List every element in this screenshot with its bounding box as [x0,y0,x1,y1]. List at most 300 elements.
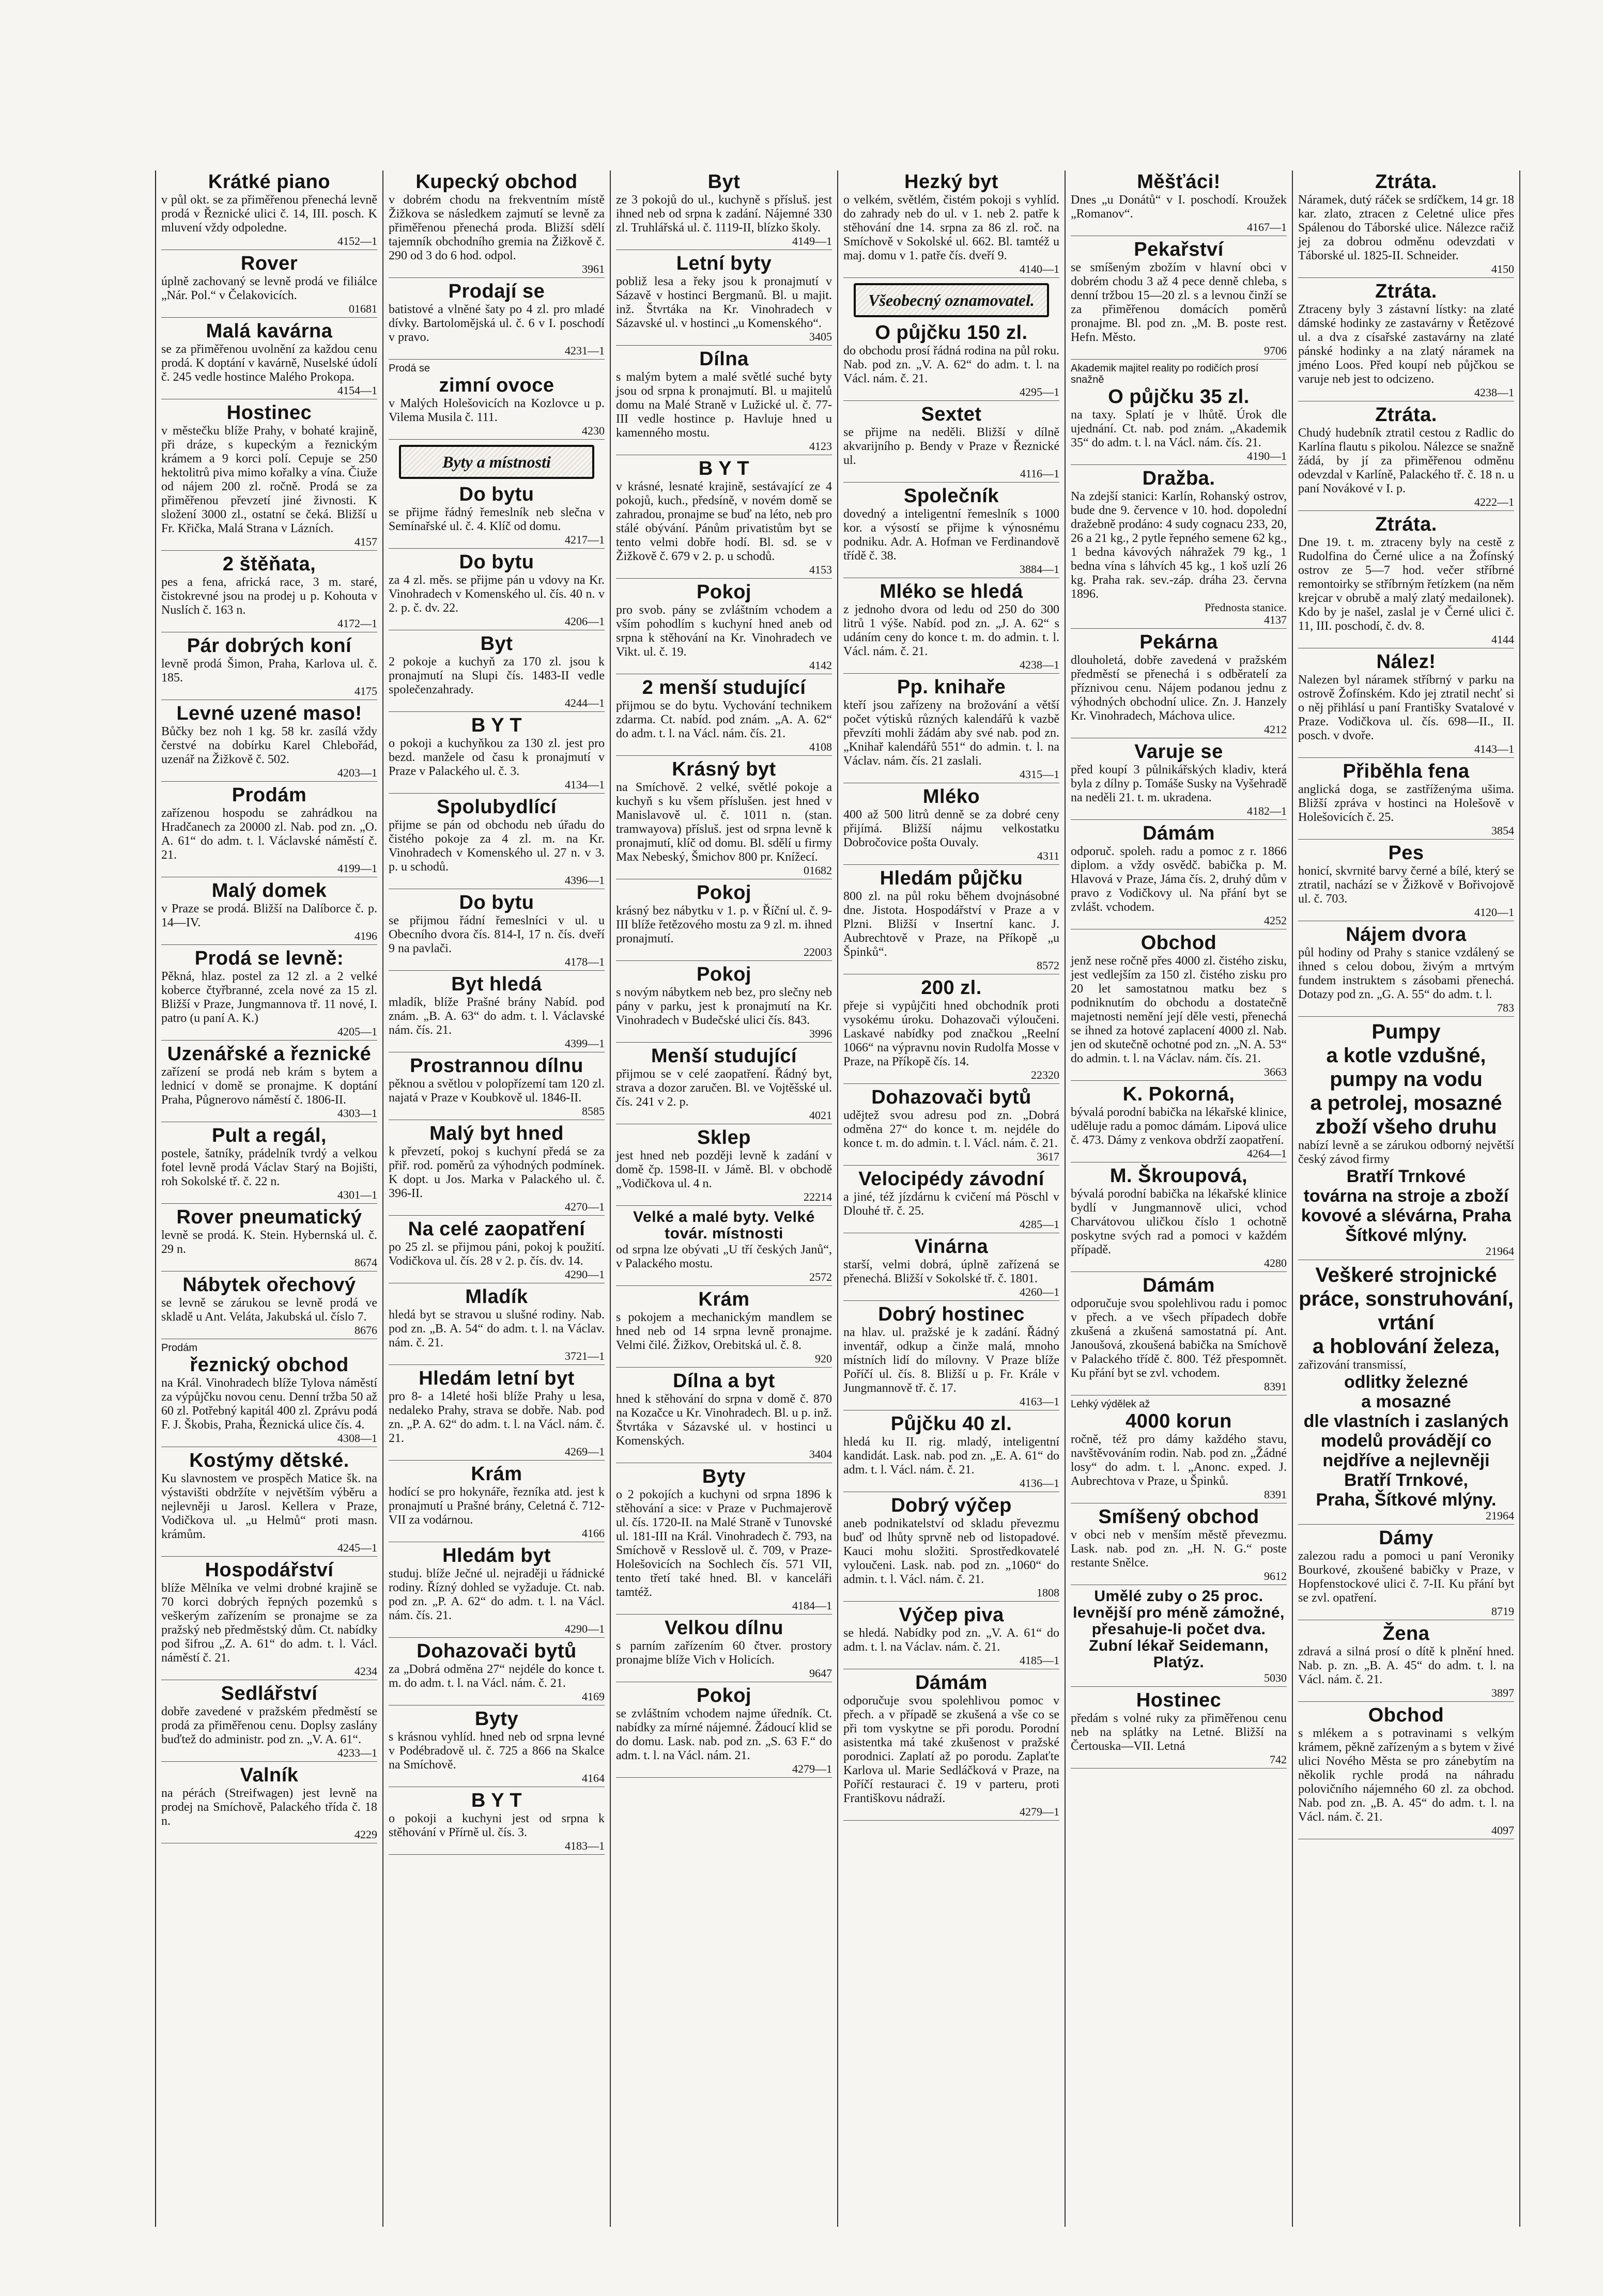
classified-ad [389,1286,605,1365]
ad-heading: M. Škroupová, [1109,1165,1248,1187]
ad-number: 4205—1 [337,1025,377,1038]
ad-number: 4150 [1491,262,1514,275]
ad-heading: Nábytek ořechový [182,1274,356,1296]
ad-number: 3897 [1491,1686,1514,1699]
ad-number: 22003 [804,945,832,958]
ad-heading: Hledám letní byt [419,1368,575,1389]
ad-body: s malým bytem a malé světlé suché byty jsou od srpna k pronajmutí. Bl. u majitelů domu na Malé Straně v Lužické ul. č. 77-III vedle hostince p. Havluje hned u kamenného mostu. [616,370,832,440]
ad-body: honicí, skvrnité barvy černé a bílé, který se ztratil, nachází se v Žižkově v Bořivojově ul. č. 703. [1298,864,1514,906]
ad-heading: Mléko se hledá [880,581,1023,602]
section-banner: Všeobecný oznamovatel. [854,283,1049,317]
classified-ad [161,1342,377,1447]
ad-heading: K. Pokorná, [1122,1083,1235,1105]
ad-heading: Hospodářství [205,1559,334,1581]
ad-heading: Byty [474,1708,519,1730]
ad-number: 742 [1270,1753,1287,1766]
ad-heading: Kupecký obchod [415,171,578,193]
classified-ad [843,581,1059,674]
ad-number: 9647 [809,1667,832,1680]
ad-body: se smíšeným zbožím v hlavní obci v dobrém chodu 3 až 4 pece denně chleba, s denní tržbou 15—20 zl. s a levnou činží se za přiměřenou domácích poměrů pronajme. Bl. pod zn. „M. B. poste rest. Hefn. Město. [1071,261,1287,344]
ad-body: v půl okt. se za přiměřenou přenechá levně prodá v Řeznické ulici č. 14, III. posch. K mluvení vždy odpoledne. [161,193,377,235]
ad-heading: B Y T [471,715,522,736]
ad-heading: Hostinec [226,402,312,424]
ad-number: 4229 [354,1828,377,1841]
ad-number: 4169 [582,1690,605,1703]
classified-ad [1071,172,1287,236]
ad-body: z jednoho dvora od ledu od 250 do 300 litrů 1 výše. Nabíd. pod zn. „J. A. 62“ s udáním ceny do konce t. m. do admin. t. l. Václ. nám. č. 21. [843,603,1059,658]
ad-body: se přijmou řádní řemeslníci v ul. u Obecního dvora čís. 814-I, 17 n. čís. dveří 9 na pavlači. [389,914,605,955]
classified-ad [1298,761,1514,840]
classified-ad [616,1618,832,1682]
classified-ad [161,554,377,632]
ad-body: ze 3 pokojů do ul., kuchyně s přísluš. jest ihned neb od srpna k zadání. Nájemné 330 zl. Truhlářská ul. č. 1119-II, blízko školy. [616,193,832,235]
ad-body: s krásnou vyhlíd. hned neb od srpna levné v Podébradově ul. č. 725 a 866 na Skalce na Smíchově. [389,1730,605,1772]
ad-firm-line: továrna na stroje a zboží kovové a slévárna, Praha [1301,1186,1512,1225]
ad-heading: 200 zl. [921,977,982,999]
ad-number: 4140—1 [1020,262,1059,275]
ad-heading: Obchod [1140,932,1217,954]
ad-number: 4230 [582,424,605,437]
ad-body: zdravá a silná prosí o dítě k plnění hned. Nab. p. zn. „B. A. 45“ do adm. t. l. na Václ. nám. č. 21. [1298,1645,1514,1686]
classified-ad [161,1125,377,1204]
ad-heading: Dámám [1143,1275,1215,1296]
section-banner: Byty a místnosti [399,445,594,479]
ad-heading: Malý domek [211,880,327,902]
ad-body: dlouholetá, dobře zavedená v pražském předměstí se přenechá i s odběratelí za příznivou cenu. Nájem podanou jednu z výhodných obchodní ulice. Zn. J. Hanzely Kr. Vinohradech, Máchova ulice. [1071,654,1287,723]
ad-heading: Rover pneumatický [176,1206,362,1228]
ad-heading: Sklep [697,1127,751,1149]
ad-heading: Varuje se [1134,741,1223,763]
ad-body: úplně zachovaný se levně prodá ve filiálce „Nár. Pol.“ v Čelakovicích. [161,275,377,302]
ad-number: 9612 [1264,1570,1287,1583]
ad-body: a jiné, též jízdárnu k cvičení má Pöschl v Dlouhé tř. č. 25. [843,1190,1059,1218]
ad-display-line: a petrolej, mosazné [1310,1092,1502,1114]
ad-number: 4238—1 [1020,658,1059,671]
ad-heading: Ztráta. [1375,514,1437,535]
ad-body: Ztraceny byly 3 zástavní lístky: na zlaté dámské hodinky ze zastavárny v Řetězové ul. a dva z císařské zastavárny na zlaté pánské hodinky a na zlatý náramek na jméno Loos. Před koupí neb půjčkou se varuje neb jest to odcizeno. [1298,303,1514,386]
classified-ad [389,1641,605,1705]
ad-number: 4396—1 [565,874,605,887]
classified-ad [161,1450,377,1557]
ad-number: 4172—1 [337,617,377,630]
column-4 [838,170,1066,2227]
column-1 [156,170,383,2227]
ad-number: 8585 [582,1105,605,1118]
classified-ad [843,1236,1059,1301]
ad-body: Nalezen byl náramek stříbrný v parku na ostrově Žofínském. Kdo jej ztratil nechť si o něj přihlásí u paní Františky Svatalové v Praze. Vodičkova ul. čís. 698—II., II. posch. v dvoře. [1298,673,1514,742]
classified-ad [616,1127,832,1206]
ad-body: v krásné, lesnaté krajině, sestávající ze 4 pokojů, kuch., předsíně, v novém domě se zahradou, pronajme se buď na léto, neb pro stálé obývání. Pánům privatistům byt se tento velmi dobře hodí. Bl. sd. se v Žižkově č. 679 v 2. p. u schodů. [616,480,832,563]
classified-ad [389,484,605,549]
ad-heading: Nájem dvora [1346,924,1467,945]
ad-number: 1808 [1037,1586,1059,1599]
classified-ad [161,1207,377,1271]
classified-ad [843,1087,1059,1166]
classified-ad [843,786,1059,865]
ad-body: ročně, též pro dámy každého stavu, navštěvováním rodin. Nab. pod zn. „Žádné losy“ do adm. t. l. „Anonc. exped. J. Aubrechtova v Praze, u Špinků. [1071,1433,1287,1488]
ad-number: 4199—1 [337,862,377,875]
ad-body: 800 zl. na půl roku během dvojnásobné dne. Jistota. Hospodářství v Praze a v Plzni. Bližší v Insertní kanc. J. Aubrechtově v Praze, na Příkopě „u Špinků“. [843,890,1059,959]
ad-heading: Velkou dílnu [665,1617,783,1639]
classified-ad [389,363,605,440]
ad-heading: Velocipédy závodní [858,1168,1044,1190]
ad-body: po 25 zl. se přijmou páni, pokoj k použití. Vodičkova ul. čís. 28 v 2. p. čís. dv. 14. [389,1240,605,1268]
ad-number: 4260—1 [1020,1285,1059,1298]
classified-ad [1071,823,1287,929]
classified-ad [389,715,605,794]
ad-body: zařízenou hospodu se zahrádkou na Hradčanech za 20000 zl. Nab. pod zn. „O. A. 61“ do adm. t. l. Václavské náměstí č. 21. [161,806,377,862]
ad-body: pes a fena, africká race, 3 m. staré, čistokrevné jsou na prodej u p. Kohouta v Nuslích č. 163 n. [161,576,377,617]
ad-body: Bůčky bez noh 1 kg. 58 kr. zasílá vždy čerstvé na dobírku Karel Chlebořád, uzenář na Žižkově č. 502. [161,725,377,766]
classified-ad [1298,514,1514,648]
ad-body: hledá ku II. rig. mladý, inteligentní kandidát. Lask. nab. pod zn. „E. A. 61“ do adm. t. l. Václ. nám. č. 21. [843,1435,1059,1477]
ad-heading: Dobrý hostinec [878,1304,1025,1325]
ad-number: 21964 [1486,1509,1514,1522]
ad-number: 4234 [354,1665,377,1678]
ad-body: kteří jsou zařízeny na brožování a větší počet výtisků různých kalendářů k vazbě převzíti mohli žádám aby své nab. pod zn. „Knihař kalendářů 551“ do admin. t. l. na Václav. nám. čís. 21 zaslali. [843,699,1059,768]
ad-body: bývalá porodní babička na lékařské klinice bydlí v Jungmannově ulici, vchod Charvátovou uličkou číslo 1 ochotně poskytne svých rad a pomoci v každém případě. [1071,1187,1287,1256]
ad-body: studuj. blíže Ječné ul. nejraději u řádnické rodiny. Řízný dohled se vyžaduje. Ct. nab. pod zn. „P. A. 62“ do adm. t. l. na Václ. nám. čís. 21. [389,1567,605,1622]
ad-number: 4315—1 [1020,768,1059,781]
classified-ad [843,172,1059,278]
newspaper-page [155,170,1520,2227]
ad-number: 4152—1 [337,235,377,247]
ad-number: 4244—1 [565,696,605,709]
classified-ad [843,868,1059,974]
ad-body: se přijme řádný řemeslník neb slečna v Semínařské ul. č. 4. Klíč od domu. [389,506,605,533]
ad-body: se levně se zárukou se levně prodá ve skladě u Ant. Veláta, Jakubská ul. číslo 7. [161,1296,377,1324]
ad-display-line: Pumpy [1371,1020,1441,1043]
classified-ad [161,402,377,551]
ad-body: 400 až 500 litrů denně se za dobré ceny přijímá. Bližší nájmu velkostatku Dobročovice pošta Ouvaly. [843,808,1059,849]
ad-body: přeje si vypůjčiti hned obchodník proti vysokému úroku. Dohazovači výloučeni. Laskavé nabídky pod značkou „Reelní 1066“ na výpravnu novin Rudolfa Mosse v Praze, na Příkopě čís. 14. [843,999,1059,1068]
ad-heading: Společník [904,485,999,507]
ad-number: 4203—1 [337,766,377,779]
ad-display-line: vrtání [1378,1311,1435,1334]
classified-ad [161,172,377,250]
classified-ad [843,1605,1059,1669]
ad-number: 5030 [1264,1671,1287,1684]
ad-heading: Dámám [915,1672,988,1694]
classified-ad [616,1209,832,1286]
ad-display-line: Veškeré strojnické [1315,1264,1497,1286]
ad-body: za „Dobrá odměna 27“ nejdéle do konce t. m. do adm. t. l. na Václ. nám. č. 21. [389,1663,605,1690]
ad-number: 22320 [1031,1068,1059,1081]
ad-body: zalezou radu a pomoci u paní Veroniky Bourkové, zkoušené babičky v Praze, v Hopfenstockové ulici č. 7-II. Ku přání byt se zvl. opatření. [1298,1549,1514,1605]
ad-body: jenž nese ročně přes 4000 zl. čistého zisku, jest vedlejším za 150 zl. čistého zisku pro 20 let samostatnou matku bez s podniknutím do obchodu a dostatečně majetnosti nemění její děle vesti, přenechá se ihned za hotové zaplacení 4000 zl. Nab. jen od skutečně ochotné pod zn. „N. A. 53“ do admin. t. l. na Václav. nám. čís. 21. [1071,954,1287,1065]
ad-heading: Menší studující [651,1045,797,1067]
ad-body: Dne 19. t. m. ztraceny byly na cestě z Rudolfina do Černé ulice a na Žofínský ostrov ze 5—7 hod. večer stříbrné remontoirky se stříbrným řetízkem (na něm krejcar v obrubě a malý zlatý medailonek). Kdo by je našel, zaslal je v Černé ulici č. 11, III. poschodí, č. dv. 8. [1298,536,1514,633]
ad-body: krásný bez nábytku v 1. p. v Říční ul. č. 9-III blíže řetězového mostu za 9 zl. m. ihned pronajmutí. [616,904,832,945]
ad-heading: Nález! [1376,651,1436,673]
ad-heading: Letní byty [676,253,772,274]
ad-heading: Krásný byt [672,758,776,780]
ad-display-line: pumpy na vodu [1330,1068,1483,1091]
ad-number: 3996 [809,1027,832,1040]
ad-prefix: Prodá se [389,363,430,374]
ad-heading: Byt [480,633,513,655]
ad-heading: Hledám půjčku [880,867,1023,889]
ad-number: 4137 [1264,613,1287,626]
ad-number: 4295—1 [1020,385,1059,398]
ad-number: 9706 [1264,344,1287,357]
classified-ad [1298,405,1514,511]
ad-body: na hlav. ul. pražské je k zadání. Řádný inventář, odkup a činže malá, mnoho místních lidí do mílovny. V Praze blíže Poříčí ul. čís. 8. Bližší u p. Fr. Krále v Jungmannově tř. č. 17. [843,1326,1059,1395]
ad-number: 3721—1 [565,1349,605,1362]
ad-number: 3404 [809,1448,832,1461]
ad-heading: Hledám byt [442,1545,551,1566]
ad-heading: O půjčku 150 zl. [875,322,1028,344]
ad-body: v dobrém chodu na frekventním místě Žižkova se následkem zajmutí se levně za přiměřenou přenechá proda. Bližší sdělí tajemník obchodního gremia na Žižkově č. 290 od 3 do 6 hod. odpol. [389,193,605,262]
ad-display-line: a kotle vzdušné, [1326,1044,1486,1067]
ad-body: Pěkná, hlaz. postel za 12 zl. a 2 velké koberce čtyřbranné, zcela nové za 15 zl. Bližší v Praze, Jungmannova tř. 11 nové, I. patro (u paní A. K.) [161,970,377,1025]
classified-ad [1071,1690,1287,1768]
ad-number: 3884—1 [1020,563,1059,576]
classified-ad [161,1765,377,1843]
ad-body: na Smíchově. 2 velké, světlé pokoje a kuchyň s ku všem příslušen. jest hned v Manislavově ul. č. 1011 n. (stan. tramwayova) přísluš. jest od srpna levně k pronajmutí, klíč od domu. Bl. sdělí u firmy Max Nebeský, Šmichov 800 pr. Knížecí. [616,781,832,864]
ad-heading: Do bytu [459,484,534,505]
ad-number: 4157 [354,535,377,548]
ad-number: 3405 [809,330,832,343]
ad-body: odporučuje svou spolehlivou radu i pomoc v přech. a ve všech případech dobře zkušená a zkušená samostatná pí. Ant. Janoušová, zkoušená babička na Smíchově v Palackého třídě č. 800. Též přespomnět. Ku přání byt se zvl. vchodem. [1071,1297,1287,1380]
ad-number: 22214 [804,1190,832,1203]
ad-number: 4308—1 [337,1432,377,1445]
classified-ad [161,785,377,877]
classified-ad [389,1368,605,1461]
ad-heading: Byt [707,171,741,193]
ad-number: 4175 [354,685,377,697]
classified-ad [389,1219,605,1283]
ad-heading: Levné uzené maso! [176,703,362,724]
ad-body: do obchodu prosí řádná rodina na půl roku. Nab. pod zn. „V. A. 62“ do adm. t. l. na Václ. nám. č. 21. [843,344,1059,385]
ad-number: 8391 [1264,1380,1287,1393]
classified-ad [616,582,832,674]
classified-ad [1298,1263,1514,1525]
classified-ad [843,322,1059,401]
ad-body: o 2 pokojích a kuchyni od srpna 1896 k stěhování a sice: v Praze v Puchmajerově ul. čís. 1720-II. na Malé Straně v Tunovské ul. 181-III na Král. Vinohradech č. 793, na Smíchově v Resslově ul. č. 709, v Praze-Holešovicích na Sochlech čís. 571 VII, tento třetí také hned. Bl. v kanceláři tamtéž. [616,1488,832,1599]
ad-heading: Pes [1388,842,1424,864]
ad-body: před koupí 3 půlnikářských kladiv, která byla z dílny p. Tomáše Susky na Vyšehradě na neděli 21. t. m. ukradena. [1071,763,1287,804]
ad-number: 4097 [1491,1824,1514,1837]
classified-ad [616,759,832,879]
ad-number: 4143—1 [1474,742,1514,755]
classified-ad [1071,1084,1287,1162]
ad-number: 4154—1 [337,384,377,397]
ad-heading: Výčep piva [899,1604,1004,1626]
ad-firm-line: Šítkové mlýny. [1345,1225,1467,1245]
ad-heading: Dohazovači bytů [417,1640,577,1662]
ad-number: 4245—1 [337,1541,377,1554]
ad-heading: Hostinec [1136,1689,1222,1711]
ad-heading: Sedlářství [221,1683,318,1704]
classified-ad [1298,924,1514,1017]
classified-ad [616,1466,832,1615]
ad-body: Ku slavnostem ve prospěch Matice šk. na výstavišti obdržíte v největším výběru a nejlevněji u Jarosl. Kellera v Praze, Vodičkova ul. „u Helmů“ proti masn. krámům. [161,1472,377,1541]
ad-body: v Praze se prodá. Bližší na Dalíborce č. p. 14—IV. [161,902,377,929]
classified-ad [161,880,377,945]
ad-body: se hledá. Nabídky pod zn. „V. A. 61“ do adm. t. l. na Václav. nám. č. 21. [843,1626,1059,1654]
classified-ad [1071,1399,1287,1503]
ad-heading: Pokoj [697,1685,751,1707]
ad-body: blíže Mělníka ve velmi drobné krajině se 70 korci dobrých řepných pozemků s veškerým zařízením se pronajme se za pražský neb předměstský dům. Ct. nabídky pod šifrou „Z. A. 61“ do adm. t. l. Václ. náměstí č. 21. [161,1581,377,1665]
ad-heading: Pult a regál, [212,1125,327,1146]
ad-heading: Pokoj [697,581,751,603]
ad-heading: Na celé zaopatření [408,1218,585,1240]
classified-ad [161,1683,377,1762]
ad-heading: Do bytu [459,551,534,573]
ad-heading: Do bytu [459,892,534,913]
ad-number: 3854 [1491,824,1514,837]
ad-number: 4290—1 [565,1268,605,1281]
classified-ad [1298,1705,1514,1839]
ad-number: 8391 [1264,1488,1287,1501]
ad-number: 4217—1 [565,533,605,546]
ad-number: 3617 [1037,1150,1059,1163]
ad-number: 4280 [1264,1256,1287,1269]
ad-number: 4021 [809,1109,832,1122]
ad-prefix: Akademik majitel reality po rodičích prosí snažně [1071,363,1259,385]
ad-heading: Pokoj [697,964,751,985]
ad-heading: Prodá se levně: [194,948,344,969]
ad-body: nabízí levně a se zárukou odborný největší český závod firmy [1298,1139,1514,1166]
ad-number: 4153 [809,563,832,576]
ad-heading: Uzenářské a řeznické [167,1043,372,1065]
ad-heading: Velké a malé byty. Velké továr. místnosti [633,1208,815,1242]
ad-heading: Ztráta. [1375,171,1437,193]
classified-ad [1071,468,1287,629]
classified-ad [616,1371,832,1463]
ad-body: levně se prodá. K. Stein. Hybernská ul. č. 29 n. [161,1229,377,1256]
classified-ad [1071,1275,1287,1395]
ad-body: Dnes „u Donátů“ v I. poschodí. Kroužek „Romanov“. [1071,193,1287,221]
ad-number: 4182—1 [1247,804,1287,817]
ad-body: pěknou a světlou v polopřízemí tam 120 zl. najatá v Praze v Koubkově ul. 1846-II. [389,1077,605,1105]
classified-ad [389,552,605,630]
classified-ad [389,633,605,712]
ad-body: Na zdejší stanici: Karlín, Rohanský ostrov, bude dne 9. července v 10. hod. dopolední dražebně prodáno: 4 sudy cognacu 233, 20, 26 a 21 kg., 2 pytle řepného semene 62 kg., 1 bedna kávových náhražek 79 kg., 1 bedna vína s láhvích 45 kg., 1 koš uzlí 26 kg. Praha rak. sev.-záp. dráha 23. června 1896. [1071,490,1287,601]
ad-number: 4166 [582,1527,605,1540]
ad-number: 8674 [354,1256,377,1269]
ad-number: 4123 [809,440,832,453]
ad-heading: Ztráta. [1375,281,1437,302]
classified-ad [161,321,377,399]
ad-prefix: Lehký výdělek až [1071,1399,1150,1410]
ad-firm-line: Bratří Trnkové, [1344,1470,1468,1490]
ad-body: zařízení se prodá neb krám s bytem a lednicí v domě se pronajme. K doptání Praha, Půgnerovo náměstí č. 1806-II. [161,1065,377,1107]
ad-heading: řeznický obchod [190,1354,349,1376]
ad-body: na taxy. Splatí je v lhůtě. Úrok dle ujednání. Ct. nab. pod znám. „Akademik 35“ do adm. t. l. na Václ. nám. čís. 21. [1071,408,1287,449]
ad-number: 4279—1 [1020,1805,1059,1818]
ad-number: 4311 [1037,849,1059,862]
ad-heading: Smíšený obchod [1098,1506,1259,1528]
ad-body: v Malých Holešovicích na Kozlovce u p. Vilema Musila č. 111. [389,397,605,424]
ad-number: 4108 [809,740,832,753]
classified-ad [389,172,605,278]
classified-ad [843,486,1059,578]
ad-body: přijmou se do bytu. Vychování technikem zdarma. Ct. nabíd. pod znám. „A. A. 62“ do adm. t. l. na Václ. nám. čís. 21. [616,699,832,740]
classified-ad [1298,1020,1514,1260]
ad-body: starší, velmi dobrá, úplně zařízená se přenechá. Bližší v Sokolské tř. č. 1801. [843,1258,1059,1285]
ad-body: na pérách (Streifwagen) jest levně na prodej na Smíchově, Palackého třída č. 18 n. [161,1787,377,1828]
ad-number: 920 [815,1352,832,1365]
ad-number: 783 [1497,1001,1514,1014]
classified-ad [843,404,1059,483]
classified-ad [161,1560,377,1680]
classified-ad [389,1709,605,1787]
ad-heading: Pár dobrých koní [187,635,352,657]
ad-heading: Dámy [1379,1527,1434,1549]
ad-body: udějtež svou adresu pod zn. „Dobrá odměna 27“ do konce t. m. nejdéle do konce t. m. do admin. t. l. Václ. nám. č. 21. [843,1109,1059,1150]
ad-heading: Prostrannou dílnu [410,1055,583,1077]
classified-ad [1071,1588,1287,1687]
classified-ad [1071,239,1287,360]
classified-ad [843,1169,1059,1233]
classified-ad [843,1304,1059,1410]
ad-body: dovedný a inteligentní řemeslník s 1000 kor. a výsostí se přijme k výnosnému podniku. Adr. A. Hofman ve Ferdinandově třídě č. 38. [843,507,1059,563]
classified-ad [843,677,1059,783]
ad-body: o velkém, světlém, čistém pokoji s vyhlíd. do zahrady neb do ul. v 1. neb 2. patře k stěhování dne 14. srpna za 86 zl. roč. na Smíchově v Sokolské ul. 662. Bl. tamtéž u maj. domu v 1. patře čís. dveří 9. [843,193,1059,262]
classified-ad [1298,651,1514,758]
ad-prefix: Prodám [161,1342,198,1354]
classified-ad [616,882,832,961]
classified-ad [616,677,832,756]
ad-number: 01681 [349,302,377,315]
ad-body: batistové a vlněné šaty po 4 zl. pro mladé dívky. Bartolomějská ul. č. 6 v I. poschodí v pravo. [389,303,605,344]
classified-ad [389,1464,605,1542]
ad-body: s mlékem a s potravinami s velkým krámem, pěkně zařízeným a s bytem v živé ulici Nového Města se pro zánebytím na několik rychle prodá na náhradu polovičního nájemného 60 zl. za obchod. Nab. pod zn. „B. A. 45“ do adm. t. l. na Václ. nám. č. 21. [1298,1727,1514,1824]
classified-ad [1071,632,1287,738]
ad-number: 4134—1 [565,778,605,791]
classified-ad [389,1056,605,1120]
ad-body: přijme se pán od obchodu neb úřadu do čistého pokoje za 4 zl. m. na Kr. Vinohradech v Komenského ul. 27 n. v 3. p. u schodů. [389,818,605,874]
ad-heading: Krám [698,1289,750,1310]
ad-number: 4142 [809,659,832,672]
ad-number: 8719 [1491,1605,1514,1618]
ad-heading: Valník [240,1764,299,1786]
classified-ad [1298,1623,1514,1702]
ad-body: odporučuje svou spolehlivou pomoc v přech. a v případě se zkušená a vše co se při tom vyskytne se při porodu. Porodní asistentka má také zkušenost v pražské porodnici. Zaplatí až po porodu. Zaplaťte Karlova ul. Marie Sedláčková v Praze, na Poříčí restauraci č. 19 v parteru, proti Františkovu nádraží. [843,1694,1059,1805]
ad-number: 2572 [809,1270,832,1283]
ad-heading: Vinárna [914,1236,989,1258]
ad-display-line: zboží všeho druhu [1315,1115,1497,1138]
classified-ad [843,978,1059,1084]
ad-heading: 4000 korun [1126,1410,1232,1432]
ad-body: jest hned neb později levně k zadání v domě čp. 1598-II. v Jámě. Bl. v obchodě „Vodičkova ul. 4 n. [616,1149,832,1190]
ad-number: 21964 [1486,1245,1514,1258]
ad-heading: Pokoj [697,882,751,904]
ad-heading: Malá kavárna [206,320,333,342]
classified-ad [616,1289,832,1368]
column-3 [611,170,838,2227]
ad-number: 4185—1 [1020,1654,1059,1667]
ad-heading: Půjčku 40 zl. [890,1413,1012,1435]
ad-heading: Dílna [699,348,749,370]
ad-signature: Přednosta stanice. [1205,601,1287,614]
ad-heading: Umělé zuby o 25 proc. levnější pro méně zámožné, přesahuje-li počet dva. Zubní lékař Seidemann, Platýz. [1073,1588,1285,1671]
ad-number: 4178—1 [565,955,605,968]
ad-body: bývalá porodní babička na lékařské klinice, uděluje radu a pomoc dámám. Lipová ulice č. 473. Dámy z venkova obdrží zaopatření. [1071,1106,1287,1147]
classified-ad [1071,741,1287,820]
ad-number: 4149—1 [792,235,832,247]
ad-body: o pokoji a kuchyňkou za 130 zl. jest pro bezd. manžele od času k pronajmutí v Praze v Palackého ul. č. 3. [389,737,605,778]
ad-body: Chudý hudebník ztratil cestou z Radlic do Karlína flautu s pikolou. Nálezce se snažně žádá, by jí za přiměřenou odměnu odevzdal v Karlíně, Palackého tř. č. 18 n. u paní Novákové v I. p. [1298,426,1514,495]
ad-heading: Prodají se [448,281,545,302]
ad-body: s pokojem a mechanickým mandlem se hned neb od 14 srpna levně pronajme. Velmi čilé. Žižkov, Orebitská ul. č. 8. [616,1311,832,1352]
ad-number: 4233—1 [337,1746,377,1759]
ad-display-line: práce, sonstruhování, [1299,1287,1514,1310]
ad-number: 01682 [804,864,832,877]
ad-display-line: a hoblování železa, [1312,1335,1500,1358]
